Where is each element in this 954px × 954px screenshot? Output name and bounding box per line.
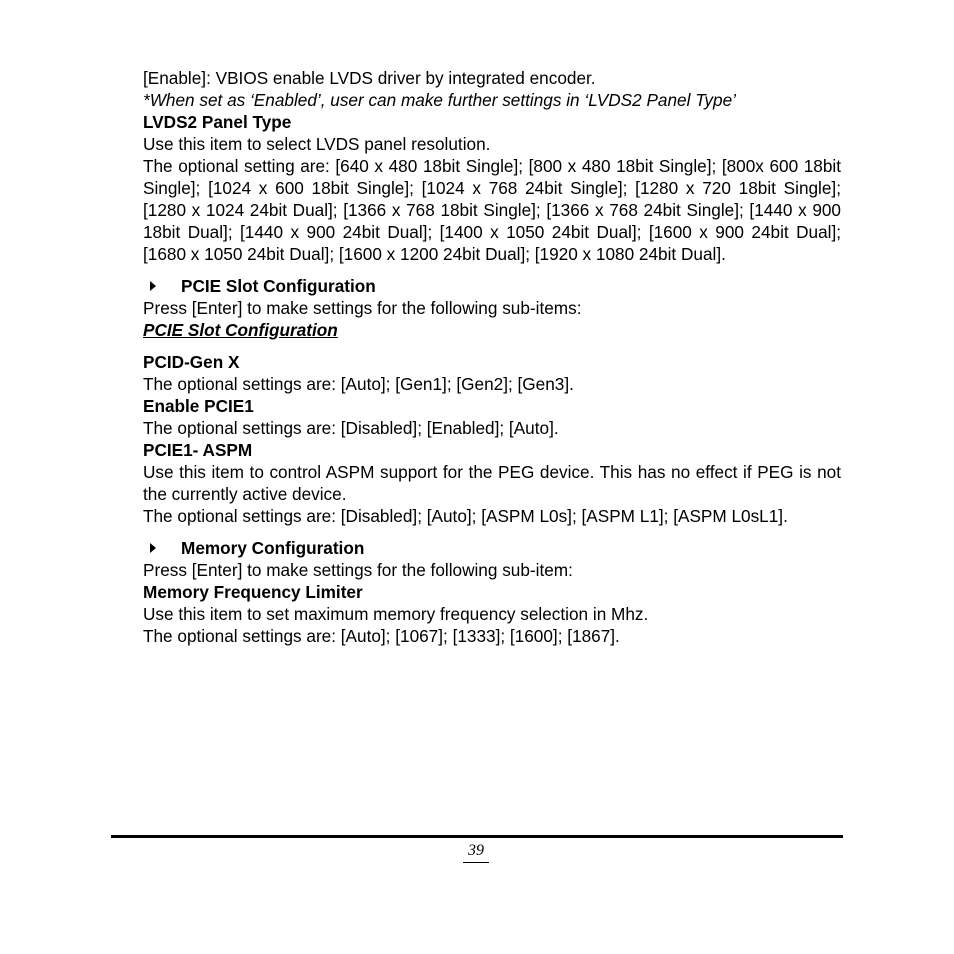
pcie1-aspm-heading: PCIE1- ASPM	[143, 440, 253, 460]
footer-divider	[111, 835, 843, 838]
lvds2-note: *When set as ‘Enabled’, user can make further settings in ‘LVDS2 Panel Type’	[143, 90, 736, 110]
memory-press-enter-text: Press [Enter] to make settings for the following sub-item:	[143, 560, 573, 580]
pcie-slot-section	[143, 275, 841, 297]
memory-frequency-limiter-heading: Memory Frequency Limiter	[143, 582, 363, 602]
enable-pcie1-options: The optional settings are: [Disabled]; [Enabled]; [Auto].	[143, 418, 559, 438]
lvds2-panel-type-heading: LVDS2 Panel Type	[143, 112, 292, 132]
lvds2-options: The optional setting are: [640 x 480 18bit Single]; [800 x 480 18bit Single]; [800x 600 18bit Single]; [1024 x 600 18bit Single]; [1024 x 768 24bit Single]; [1280 x 720 18bit Single]; [1280 x 1024 24bit Dual]; [1366 x 768 18bit Single]; [1366 x 768 24bit Single]; [1440 x 900 18bit Dual]; [1440 x 900 24bit Dual]; [1400 x 1050 24bit Dual]; [1600 x 900 24bit Dual]; [1680 x 1050 24bit Dual]; [1600 x 1200 24bit Dual]; [1920 x 1080 24bit Dual].	[143, 156, 841, 264]
page-content	[143, 67, 841, 647]
pcie-press-enter-text: Press [Enter] to make settings for the following sub-items:	[143, 298, 582, 318]
triangle-right-icon	[150, 281, 156, 291]
pcie-slot-section-title: PCIE Slot Configuration	[181, 276, 376, 296]
memory-frequency-description: Use this item to set maximum memory frequency selection in Mhz.	[143, 604, 649, 624]
enable-pcie1-heading: Enable PCIE1	[143, 396, 254, 416]
memory-section-title: Memory Configuration	[181, 538, 365, 558]
pcid-gen-heading: PCID-Gen X	[143, 352, 240, 372]
triangle-right-icon	[150, 543, 156, 553]
pcie-slot-subheading: PCIE Slot Configuration	[143, 320, 338, 340]
pcid-gen-options: The optional settings are: [Auto]; [Gen1]; [Gen2]; [Gen3].	[143, 374, 574, 394]
pcie1-aspm-description: Use this item to control ASPM support for the PEG device. This has no effect if PEG is not the currently active device.	[143, 462, 841, 504]
pcie1-aspm-options: The optional settings are: [Disabled]; [Auto]; [ASPM L0s]; [ASPM L1]; [ASPM L0sL1].	[143, 506, 788, 526]
memory-frequency-options: The optional settings are: [Auto]; [1067]; [1333]; [1600]; [1867].	[143, 626, 620, 646]
memory-section	[143, 537, 841, 559]
page-number: 39	[463, 840, 489, 863]
lvds2-description: Use this item to select LVDS panel resolution.	[143, 134, 491, 154]
enable-lvds-text: [Enable]: VBIOS enable LVDS driver by integrated encoder.	[143, 68, 596, 88]
